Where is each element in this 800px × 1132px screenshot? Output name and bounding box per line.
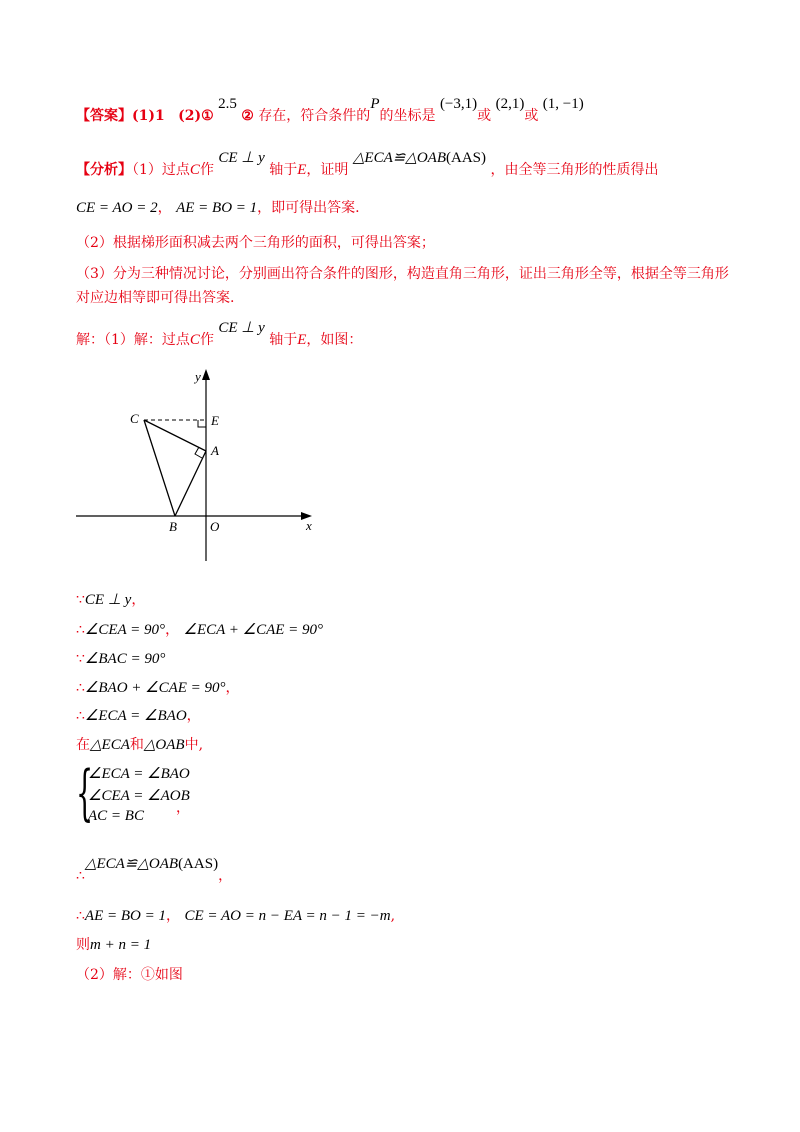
because-symbol: ∵ (76, 592, 85, 608)
analysis-C: C (189, 162, 200, 178)
answer-text2: 的坐标是 (379, 108, 436, 124)
solution-intro (76, 320, 363, 350)
analysis-text1: （1）过点 (132, 162, 190, 178)
step5-comma: ， (186, 708, 201, 724)
analysis-congruence: △ECA≌△OAB (352, 150, 447, 166)
step-4 (76, 678, 240, 698)
step-6 (76, 735, 203, 755)
analysis-line3: （2）根据梯形面积减去两个三角形的面积，可得出答案； (76, 235, 435, 251)
step6-zai: 在 (76, 737, 90, 753)
step1-expr: CE ⊥ y (84, 592, 132, 608)
analysis-text3: 轴于 (269, 162, 298, 178)
answer-part2: (2)① (178, 108, 214, 124)
therefore-symbol: ∴ (76, 622, 85, 638)
label-O: O (210, 519, 220, 534)
step-2 (76, 620, 323, 640)
system-row3: AC = BC (88, 808, 144, 824)
segment-CA (144, 420, 206, 451)
answer-P: P (370, 96, 380, 112)
step-final (76, 935, 151, 955)
analysis-comma: ， (157, 200, 172, 216)
result-expr2: CE = AO = n − EA = n − 1 = −m (184, 908, 391, 924)
answer-or1: 或 (477, 108, 492, 124)
solution-E: E (297, 332, 307, 348)
step3-expr: ∠BAC = 90° (84, 651, 166, 667)
solution-text3: 轴于 (269, 332, 298, 348)
solution-text2: 作 (199, 332, 214, 348)
final-ze: 则 (76, 937, 90, 953)
step-cong (76, 856, 233, 886)
step6-he: 和 (129, 737, 144, 753)
step2-comma: ， (165, 622, 180, 638)
result-expr1: AE = BO = 1 (84, 908, 166, 924)
step-result (76, 906, 395, 926)
answer-point3: (1, −1) (542, 96, 584, 112)
therefore-symbol: ∴ (76, 908, 85, 924)
left-brace: { (76, 758, 94, 828)
analysis-eq1: CE = AO = 2 (76, 200, 158, 216)
step5-expr: ∠ECA = ∠BAO (84, 708, 187, 724)
step6-tri1: △ECA (90, 737, 130, 753)
step-1 (76, 590, 145, 610)
answer-line (76, 96, 584, 126)
answer-label: 【答案】 (76, 108, 132, 124)
cong-comma: ， (218, 868, 233, 884)
geometry-figure (70, 365, 330, 570)
answer-text1: 存在，符合条件的 (258, 108, 371, 124)
label-A: A (211, 443, 219, 458)
label-C: C (130, 411, 139, 426)
y-axis-arrow (202, 369, 210, 380)
result-comma1: ， (166, 908, 180, 924)
answer-or2: 或 (524, 108, 539, 124)
answer-part1: (1)1 (132, 108, 165, 124)
step2-expr-b: ∠ECA + ∠CAE = 90° (183, 622, 324, 638)
system-row2: ∠CEA = ∠AOB (88, 788, 190, 804)
analysis-ce-perp-y: CE ⊥ y (218, 150, 265, 166)
solution-ce-perp-y: CE ⊥ y (218, 320, 265, 336)
therefore-symbol: ∴ (76, 680, 85, 696)
step2-expr-a: ∠CEA = 90° (84, 622, 166, 638)
solution-text4: ，如图： (306, 332, 363, 348)
analysis-text4: ，证明 (306, 162, 349, 178)
step-3 (76, 649, 165, 669)
step-5 (76, 706, 201, 726)
answer-point2: (2,1) (495, 96, 525, 112)
label-y: y (195, 369, 201, 384)
step6-tri2: △OAB (143, 737, 185, 753)
analysis-line2 (76, 198, 360, 218)
step6-zhong: 中, (184, 737, 204, 753)
analysis-text5: ，由全等三角形的性质得出 (490, 162, 659, 178)
therefore-symbol: ∴ (76, 708, 85, 724)
analysis-label: 【分析】 (76, 162, 132, 178)
segment-BA (175, 451, 206, 516)
answer-circle-2: ② (241, 108, 254, 124)
part2-heading: （2）解：①如图 (76, 967, 183, 983)
solution-C: C (189, 332, 200, 348)
step1-comma: ， (131, 592, 146, 608)
answer-value-2-5: 2.5 (218, 96, 237, 112)
analysis-text6: ，即可得出答案. (257, 200, 360, 216)
system-comma-text: ， (176, 800, 190, 816)
system-row1: ∠ECA = ∠BAO (88, 766, 190, 782)
label-B: B (169, 519, 177, 534)
analysis-line1 (76, 150, 659, 180)
analysis-aas: (AAS) (446, 150, 487, 166)
analysis-line4: （3）分为三种情况讨论，分别画出符合条件的图形，构造直角三角形，证出三角形全等，根据全等三角形对应边相等即可得出答案. (76, 266, 729, 306)
therefore-symbol: ∴ (76, 868, 85, 884)
analysis-eq2: AE = BO = 1 (176, 200, 258, 216)
label-x: x (306, 518, 312, 533)
step4-expr: ∠BAO + ∠CAE = 90° (84, 680, 226, 696)
right-angle-E (198, 420, 206, 427)
solution-text1: 解：（1）解：过点 (76, 332, 190, 348)
final-expr: m + n = 1 (90, 937, 152, 953)
cong-expr: △ECA≌△OAB (84, 856, 179, 872)
segment-CB (144, 420, 175, 516)
answer-point1: (−3,1) (439, 96, 478, 112)
label-E: E (211, 413, 219, 428)
analysis-E: E (297, 162, 307, 178)
cong-aas: (AAS) (178, 856, 219, 872)
because-symbol: ∵ (76, 651, 85, 667)
step4-comma: ， (225, 680, 240, 696)
result-comma2: , (390, 908, 396, 924)
system-comma (176, 798, 190, 818)
analysis-text2: 作 (199, 162, 214, 178)
